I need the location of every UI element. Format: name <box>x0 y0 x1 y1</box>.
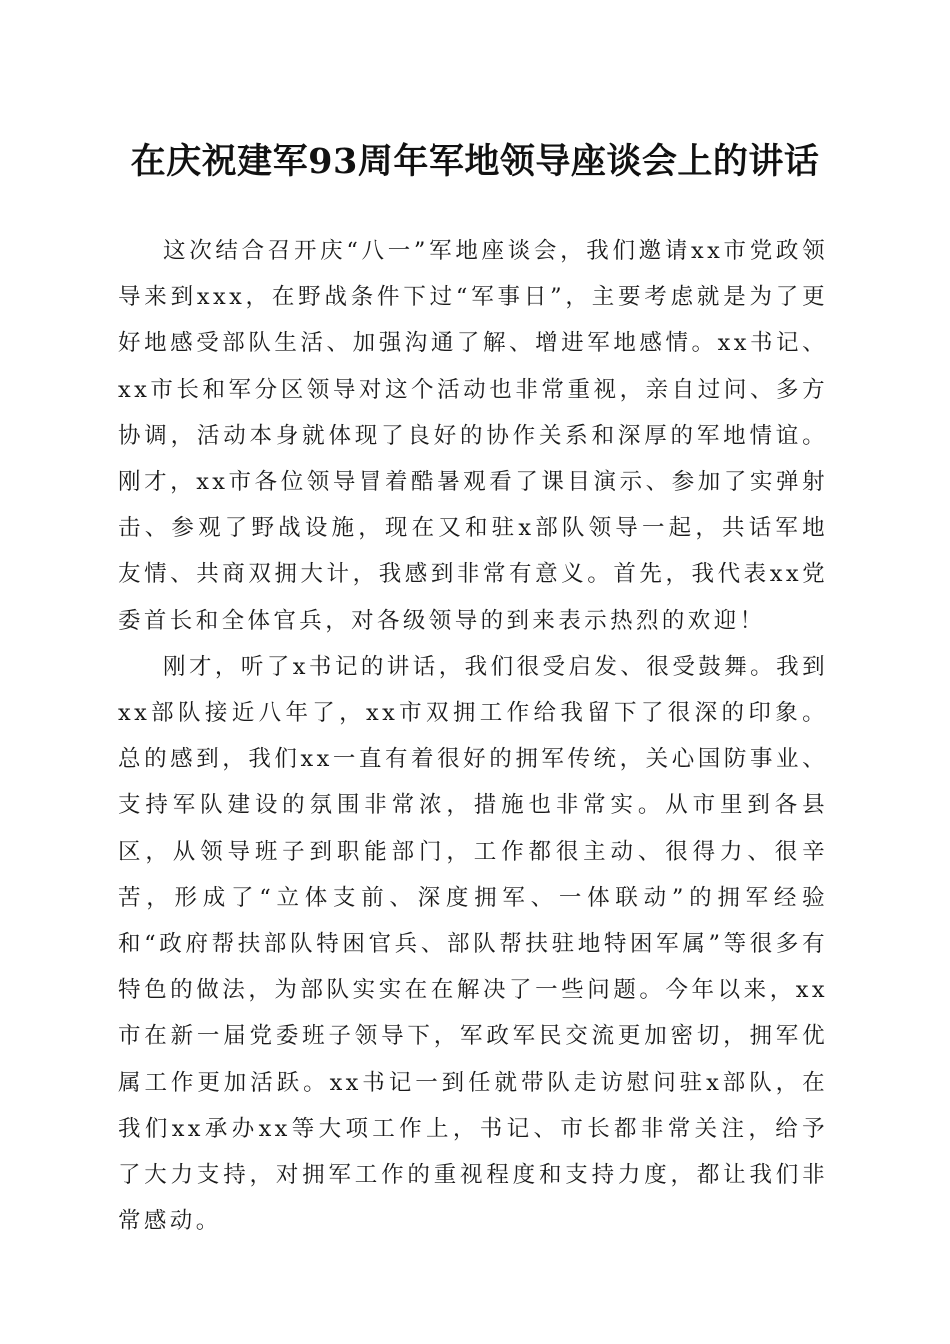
document-body <box>118 228 828 1244</box>
paragraph: 这次结合召开庆“八一”军地座谈会，我们邀请xx市党政领导来到xxx，在野战条件下过“军事日”，主要考虑就是为了更好地感受部队生活、加强沟通了解、增进军地感情。xx书记、xx市长和军分区领导对这个活动也非常重视，亲自过问、多方协调，活动本身就体现了良好的协作关系和深厚的军地情谊。刚才，xx市各位领导冒着酷暑观看了课目演示、参加了实弹射击、参观了野战设施，现在又和驻x部队领导一起，共话军地友情、共商双拥大计，我感到非常有意义。首先，我代表xx党委首长和全体官兵，对各级领导的到来表示热烈的欢迎！ <box>118 238 828 634</box>
paragraph: 刚才，听了x书记的讲话，我们很受启发、很受鼓舞。我到xx部队接近八年了，xx市双拥工作给我留下了很深的印象。总的感到，我们xx一直有着很好的拥军传统，关心国防事业、支持军队建设的氛围非常浓，措施也非常实。从市里到各县区，从领导班子到职能部门，工作都很主动、很得力、很辛苦，形成了“立体支前、深度拥军、一体联动”的拥军经验和“政府帮扶部队特困官兵、部队帮扶驻地特困军属”等很多有特色的做法，为部队实实在在解决了一些问题。今年以来，xx市在新一届党委班子领导下，军政军民交流更加密切，拥军优属工作更加活跃。xx书记一到任就带队走访慰问驻x部队，在我们xx承办xx等大项工作上，书记、市长都非常关注，给予了大力支持，对拥军工作的重视程度和支持力度，都让我们非常感动。 <box>118 653 828 1235</box>
document-title: 在庆祝建军93周年军地领导座谈会上的讲话 <box>130 141 820 182</box>
